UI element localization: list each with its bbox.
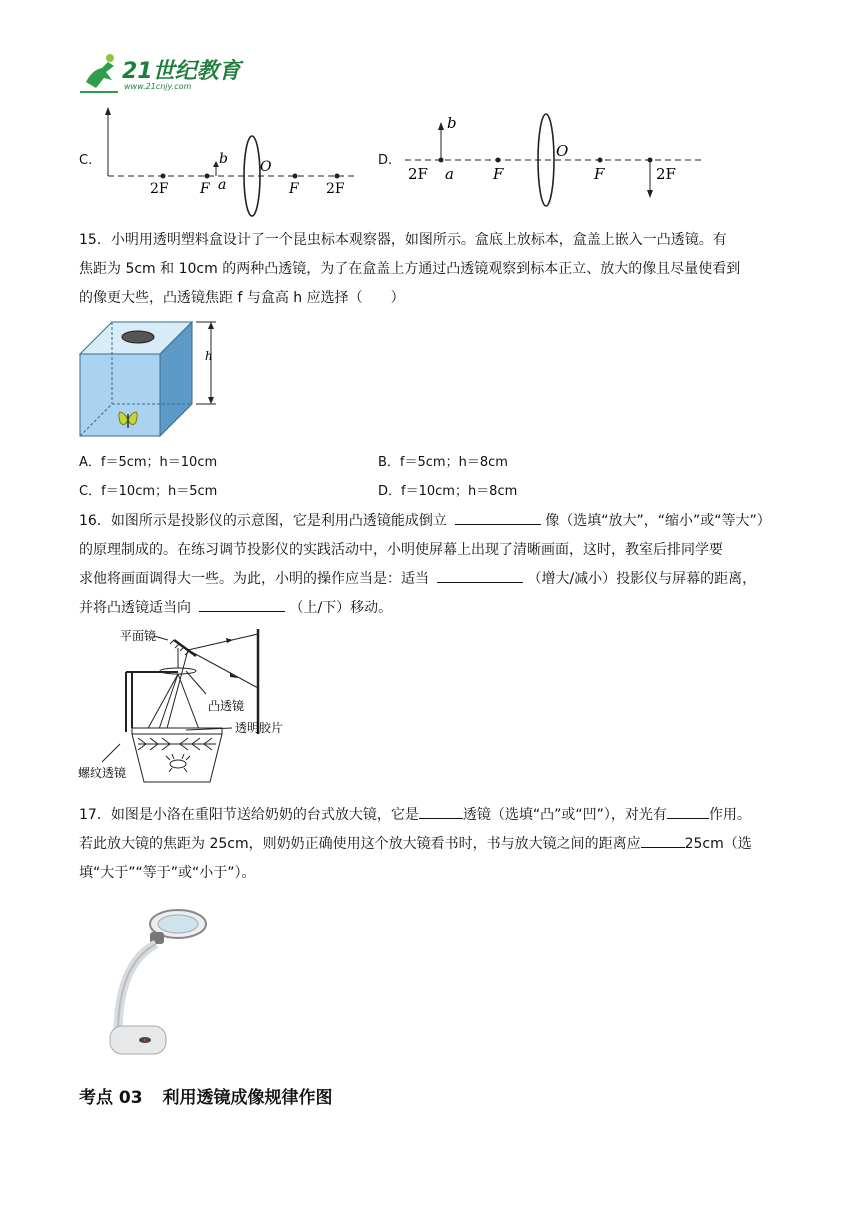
section-label: 考点 03 [79, 1088, 143, 1108]
q14-option-d-label: D. [378, 153, 393, 168]
q16-text-line-4: 并将凸透镜适当向 （上/下）移动。 [79, 600, 393, 616]
svg-text:O: O [260, 159, 272, 175]
svg-text:平面镜: 平面镜 [120, 629, 157, 643]
logo-url: www.21cnjy.com [124, 82, 192, 91]
q14-option-c-label: C. [79, 153, 93, 168]
svg-text:螺纹透镜: 螺纹透镜 [78, 766, 127, 780]
section-title: 利用透镜成像规律作图 [162, 1088, 333, 1108]
svg-text:O: O [556, 142, 569, 160]
svg-text:2F: 2F [656, 165, 676, 183]
q15-option-c: C．f＝10cm；h＝5cm [79, 484, 218, 499]
svg-text:2F: 2F [326, 181, 345, 197]
svg-text:b: b [219, 151, 228, 167]
q15-option-b: B．f＝5cm；h＝8cm [378, 455, 508, 470]
svg-text:F: F [493, 165, 504, 183]
q17-blank-1[interactable] [419, 818, 463, 819]
q15-text-line-3: 的像更大些，凸透镜焦距 f 与盒高 h 应选择（ ） [79, 290, 405, 306]
q17-text-line-2: 若此放大镜的焦距为 25cm，则奶奶正确使用这个放大镜看书时，书与放大镜之间的距离应 25cm（选 [79, 836, 752, 852]
q16-blank-1[interactable] [455, 524, 541, 525]
svg-text:h: h [205, 349, 213, 363]
svg-text:b: b [447, 114, 457, 132]
svg-text:透明胶片: 透明胶片 [235, 721, 284, 735]
q17-blank-3[interactable] [641, 847, 685, 848]
q16-text-line-1: 16．如图所示是投影仪的示意图，它是利用凸透镜能成倒立 像（选填“放大”，“缩小”或“等大”） [79, 513, 771, 529]
q15-insect-box-figure [78, 318, 228, 443]
svg-text:凸透镜: 凸透镜 [208, 699, 245, 713]
svg-text:F: F [289, 181, 299, 197]
q17-magnifier-lamp-image [100, 904, 210, 1060]
q16-blank-2[interactable] [437, 582, 523, 583]
logo [78, 52, 248, 96]
section-heading [79, 1083, 333, 1108]
q16-text-line-3: 求他将画面调得大一些。为此，小明的操作应当是：适当 （增大/减小）投影仪与屏幕的距离， [79, 571, 757, 587]
svg-text:a: a [445, 165, 454, 183]
svg-text:F: F [200, 181, 210, 197]
q15-option-a: A．f＝5cm；h＝10cm [79, 455, 218, 470]
q17-blank-2[interactable] [667, 818, 709, 819]
svg-text:2F: 2F [408, 165, 428, 183]
svg-text:F: F [594, 165, 605, 183]
q15-option-d: D．f＝10cm；h＝8cm [378, 484, 518, 499]
svg-text:2F: 2F [150, 181, 169, 197]
q14-diagram-c [100, 105, 360, 220]
q14-diagram-d [400, 108, 710, 213]
q15-text-line-1: 15．小明用透明塑料盒设计了一个昆虫标本观察器，如图所示。盒底上放标本，盒盖上嵌入一凸透镜。有 [79, 232, 727, 248]
svg-text:a: a [218, 177, 227, 193]
q16-blank-3[interactable] [199, 611, 285, 612]
logo-brand: 21世纪教育 [122, 59, 241, 84]
q16-projector-figure [78, 626, 303, 798]
q16-text-line-2: 的原理制成的。在练习调节投影仪的实践活动中，小明使屏幕上出现了清晰画面，这时，教室后排同学要 [79, 542, 723, 558]
q17-text-line-1: 17．如图是小洛在重阳节送给奶奶的台式放大镜，它是 透镜（选填“凸”或“凹”），对光有 作用。 [79, 807, 751, 823]
q15-text-line-2: 焦距为 5cm 和 10cm 的两种凸透镜，为了在盒盖上方通过凸透镜观察到标本正立、放大的像且尽量使看到 [79, 261, 741, 277]
q17-text-line-3: 填“大于”“等于”或“小于”）。 [79, 865, 256, 881]
